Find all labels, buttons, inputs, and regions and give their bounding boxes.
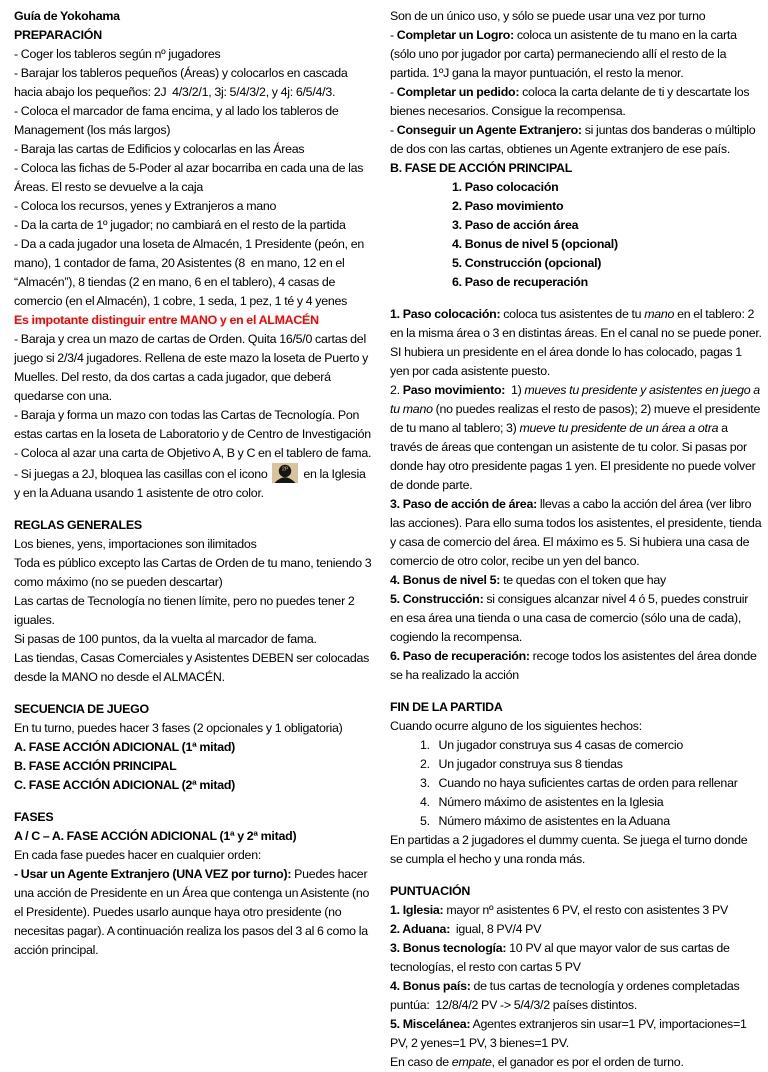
paragraph: - Coloca al azar una carta de Objetivo A, B y C en el tablero de fama. [14, 446, 372, 460]
list-item: 4. Bonus de nivel 5 (opcional) [452, 237, 618, 251]
paragraph: - Baraja las cartas de Edificios y colocarlas en las Áreas [14, 142, 305, 156]
paragraph: - Coloca el marcador de fama encima, y al lado los tableros de Management (los más largos) [14, 104, 342, 137]
spacer [14, 503, 374, 516]
column-gap [374, 7, 390, 1024]
paragraph: - Baraja y forma un mazo con todas las Cartas de Tecnología. Pon estas cartas en la loseta de Laboratorio y de Centro de Investigación [14, 408, 371, 441]
spacer [390, 685, 762, 698]
paragraph: Cuando ocurre alguno de los siguientes hechos: [390, 719, 642, 733]
section-heading: B. FASE DE ACCIÓN PRINCIPAL [390, 161, 573, 175]
section-heading: PREPARACIÓN [14, 28, 102, 42]
section-heading: FIN DE LA PARTIDA [390, 700, 503, 714]
list-item: 3. Cuando no haya suficientes cartas de orden para rellenar [420, 776, 738, 790]
paragraph: 2. Paso movimiento: 1) mueves tu presidente y asistentes en juego a tu mano (no puedes realizas el resto de pasos); 2) mueve el presidente de tu mano al tablero; 3) mueve tu presidente de un área a otra a través de áreas que contengan un asistente de tu color. Si pasas por donde hay otro presidente pagas 1 yen. El presidente no puede volver de donde parte. [390, 383, 764, 492]
spacer [390, 869, 762, 882]
paragraph: Si pasas de 100 puntos, da la vuelta al marcador de fama. [14, 632, 317, 646]
paragraph: B. FASE ACCIÓN PRINCIPAL [14, 759, 177, 773]
paragraph: Son de un único uso, y sólo se puede usar una vez por turno [390, 9, 706, 23]
paragraph: En partidas a 2 jugadores el dummy cuenta. Se juega el turno donde se cumpla el hecho y una ronda más. [390, 833, 751, 866]
list-item: 2. Paso movimiento [452, 199, 564, 213]
paragraph: - Coloca las fichas de 5-Poder al azar bocarriba en cada una de las Áreas. El resto se devuelve a la caja [14, 161, 367, 194]
paragraph: - Completar un pedido: coloca la carta delante de ti y descartate los bienes necesarios. Consigue la recompensa. [390, 85, 753, 118]
list-item: 1. Paso colocación [452, 180, 559, 194]
paragraph: En tu turno, puedes hacer 3 fases (2 opcionales y 1 obligatoria) [14, 721, 343, 735]
paragraph: - Completar un Logro: coloca un asistente de tu mano en la carta (sólo uno por jugador por carta) permaneciendo allí el resto de la partida. 1ºJ gana la mayor puntuación, el resto la menor. [390, 28, 740, 80]
page-title: Guía de Yokohama [14, 9, 120, 23]
paragraph: - Si juegas a 2J, bloquea las casillas con el icono 2P en la Iglesia y en la Aduana usando 1 asistente de otro color. [14, 463, 374, 503]
left-column [14, 7, 374, 1024]
section-heading: SECUENCIA DE JUEGO [14, 702, 149, 716]
list-item: 1. Un jugador construya sus 4 casas de comercio [420, 738, 683, 752]
paragraph: Las tiendas, Casas Comerciales y Asistentes DEBEN ser colocadas desde la MANO no desde el ALMACÉN. [14, 651, 373, 684]
paragraph: En caso de empate, el ganador es por el orden de turno. [390, 1055, 684, 1069]
section-heading: FASES [14, 810, 54, 824]
paragraph: - Baraja y crea un mazo de cartas de Orden. Quita 16/5/0 cartas del juego si 2/3/4 jugadores. Rellena de este mazo la loseta de Puerto y Muelles. Del resto, da dos cartas a cada jugador, que deberá quedarse con una. [14, 332, 372, 403]
list-item: 5. Construcción (opcional) [452, 256, 602, 270]
paragraph: - Coger los tableros según nº jugadores [14, 47, 221, 61]
paragraph: - Da la carta de 1º jugador; no cambiará en el resto de la partida [14, 218, 346, 232]
paragraph: C. FASE ACCIÓN ADICIONAL (2ª mitad) [14, 778, 236, 792]
section-heading: PUNTUACIÓN [390, 884, 471, 898]
paragraph: 2. Aduana: igual, 8 PV/4 PV [390, 922, 542, 936]
paragraph: - Conseguir un Agente Extranjero: si juntas dos banderas o múltiplo de dos con las cartas, obtienes un Agente extranjero de ese país. [390, 123, 759, 156]
svg-text:2P: 2P [282, 466, 289, 473]
spacer [390, 292, 762, 305]
spacer [14, 687, 374, 700]
paragraph: A. FASE ACCIÓN ADICIONAL (1ª mitad) [14, 740, 236, 754]
list-item: 6. Paso de recuperación [452, 275, 588, 289]
list-item: 2. Un jugador construya sus 8 tiendas [420, 757, 623, 771]
paragraph: 4. Bonus país: de tus cartas de tecnología y ordenes completadas puntúa: 12/8/4/2 PV -> 5/4/3/2 países distintos. [390, 979, 743, 1012]
paragraph: 1. Iglesia: mayor nº asistentes 6 PV, el resto con asistentes 3 PV [390, 903, 728, 917]
warning-text: Es impotante distinguir entre MANO y en el ALMACÉN [14, 313, 319, 327]
paragraph: 3. Paso de acción de área: llevas a cabo la acción del área (ver libro las acciones). Para ello suma todos los asistentes, el presidente, tienda y casa de comercio del área. El máximo es 5. Si hubiera una casa de comercio de otro color, recibe un yen del banco. [390, 497, 765, 568]
two-player-icon [272, 463, 298, 483]
paragraph: Toda es público excepto las Cartas de Orden de tu mano, teniendo 3 como máximo (no se pueden descartar) [14, 556, 375, 589]
right-column [390, 7, 765, 1069]
paragraph: 6. Paso de recuperación: recoge todos los asistentes del área donde se ha realizado la acción [390, 649, 760, 682]
paragraph: - Da a cada jugador una loseta de Almacén, 1 Presidente (peón, en mano), 1 contador de fama, 20 Asistentes (8 en mano, 12 en el “Almacén”), 8 tiendas (2 en mano, 6 en el tablero), 4 casas de comercio (en el Almacén), 1 cobre, 1 seda, 1 pez, 1 té y 4 yenes [14, 237, 367, 308]
paragraph: Las cartas de Tecnología no tienen límite, pero no puedes tener 2 iguales. [14, 594, 358, 627]
paragraph: En cada fase puedes hacer en cualquier orden: [14, 848, 262, 862]
paragraph: - Coloca los recursos, yenes y Extranjeros a mano [14, 199, 277, 213]
paragraph: 1. Paso colocación: coloca tus asistentes de tu mano en el tablero: 2 en la misma área o 3 en distintas áreas. En el canal no se puede poner. SI hubiera un presidente en el área donde lo has colocado, pagas 1 yen por cada asistente puesto. [390, 307, 765, 378]
paragraph: - Barajar los tableros pequeños (Áreas) y colocarlos en cascada hacia abajo los pequeños: 2J 4/3/2/1, 3j: 5/4/3/2, y 4j: 6/5/4/3. [14, 66, 351, 99]
section-heading: REGLAS GENERALES [14, 518, 142, 532]
paragraph: 4. Bonus de nivel 5: te quedas con el token que hay [390, 573, 666, 587]
paragraph: 5. Miscelánea: Agentes extranjeros sin usar=1 PV, importaciones=1 PV, 2 yenes=1 PV, 3 bienes=1 PV. [390, 1017, 750, 1050]
paragraph: 3. Bonus tecnología: 10 PV al que mayor valor de sus cartas de tecnologías, el resto con cartas 5 PV [390, 941, 733, 974]
list-item: 5. Número máximo de asistentes en la Aduana [420, 814, 670, 828]
paragraph: A / C – A. FASE ACCIÓN ADICIONAL (1ª y 2ª mitad) [14, 829, 297, 843]
paragraph: 5. Construcción: si consigues alcanzar nivel 4 ó 5, puedes construir en esa área una tienda o una casa de comercio (sólo una de cada), cogiendo la recompensa. [390, 592, 751, 644]
spacer [14, 795, 374, 808]
list-item: 3. Paso de acción área [452, 218, 579, 232]
list-item: 4. Número máximo de asistentes en la Iglesia [420, 795, 664, 809]
paragraph: Los bienes, yens, importaciones son ilimitados [14, 537, 257, 551]
paragraph: - Usar un Agente Extranjero (UNA VEZ por turno): Puedes hacer una acción de Presidente en un Área que contenga un Asistente (no el Presidente). Puedes usarlo aunque haya otro presidente (no necesitas pagar). A continuación realiza los pasos del 3 al 6 como la acción principal. [14, 867, 373, 957]
